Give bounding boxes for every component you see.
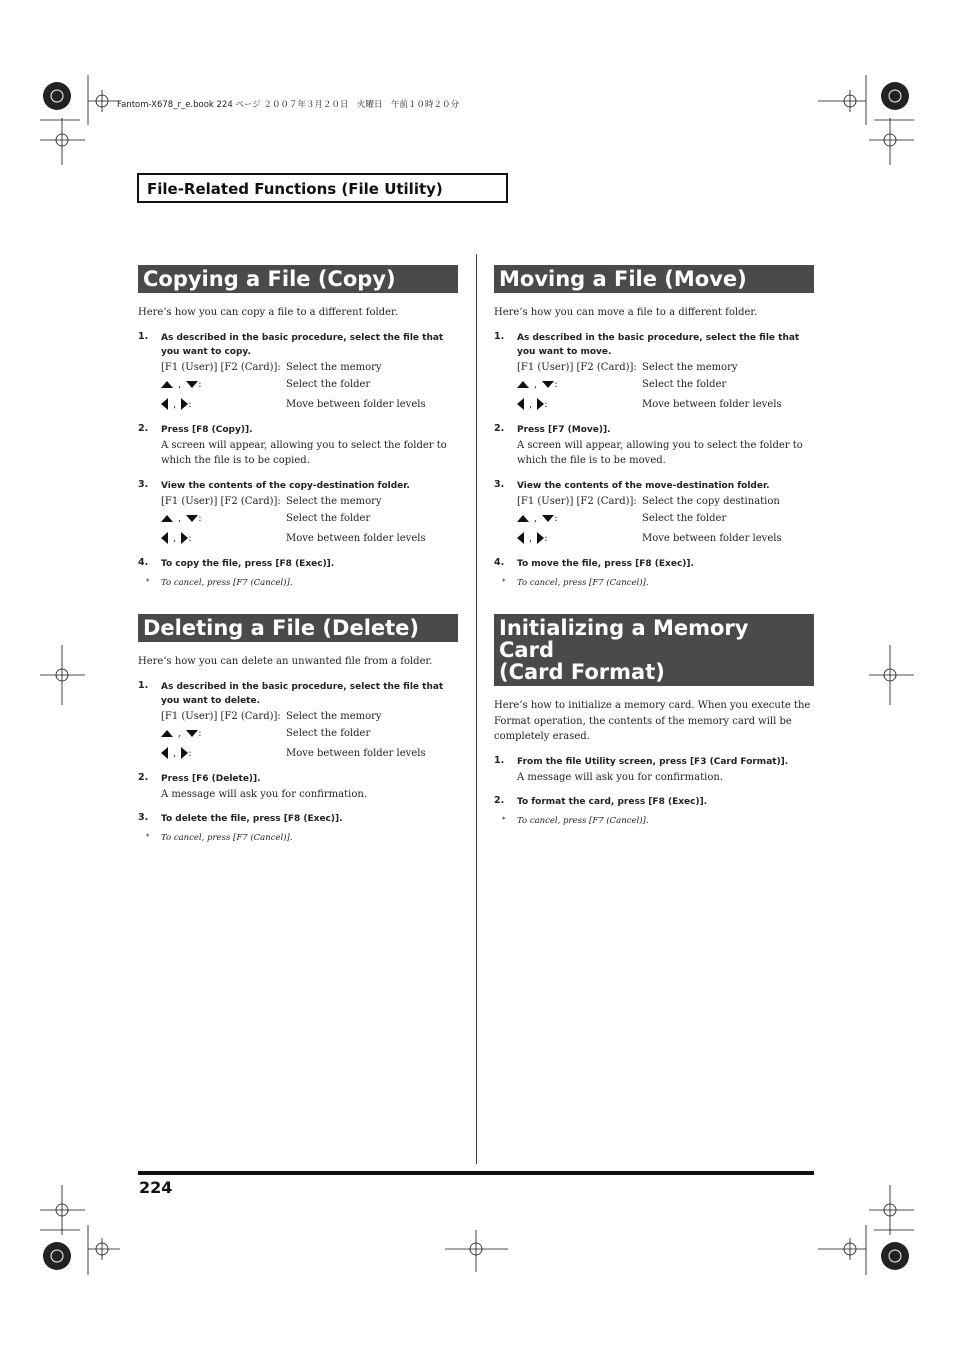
step-heading: As described in the basic procedure, select the file that you want to delete. xyxy=(161,681,444,706)
note-asterisk-icon: * xyxy=(502,577,506,586)
step-heading: Press [F6 (Delete)]. xyxy=(161,773,261,784)
step-body: A message will ask you for confirmation. xyxy=(517,771,723,783)
step-number: 2. xyxy=(138,422,149,434)
key-label: [F1 (User)] [F2 (Card)]: xyxy=(161,361,281,373)
key-value: Move between folder levels xyxy=(286,398,426,410)
up-arrow-icon xyxy=(517,381,529,388)
copy-step-4 xyxy=(138,557,458,590)
key-row: , : Move between folder levels xyxy=(161,396,458,413)
key-value: Move between folder levels xyxy=(642,398,782,410)
copy-section xyxy=(138,265,458,590)
delete-step-2 xyxy=(138,772,458,803)
key-value: Select the folder xyxy=(286,378,371,390)
up-arrow-icon xyxy=(161,730,173,737)
format-title-line-2: (Card Format) xyxy=(499,660,665,684)
key-row: , : Select the folder xyxy=(161,376,458,393)
key-row xyxy=(161,359,458,376)
key-row: , : Select the folder xyxy=(161,725,458,742)
move-step-3 xyxy=(494,479,814,547)
step-number: 3. xyxy=(138,478,149,490)
key-label: : xyxy=(198,512,202,524)
right-arrow-icon xyxy=(181,747,188,759)
key-label: : xyxy=(554,378,558,390)
key-value: Select the memory xyxy=(642,361,738,373)
step-number: 2. xyxy=(494,795,505,806)
step-number: 3. xyxy=(494,478,505,490)
format-title xyxy=(494,614,814,686)
step-number: 1. xyxy=(138,330,149,342)
copy-step-2 xyxy=(138,423,458,469)
copy-title: Copying a File (Copy) xyxy=(138,265,458,293)
up-arrow-icon xyxy=(517,515,529,522)
move-section xyxy=(494,265,814,590)
key-label: : xyxy=(188,532,192,544)
delete-step-1 xyxy=(138,680,458,762)
footer-rule xyxy=(138,1171,814,1175)
key-label: [F1 (User)] [F2 (Card)]: xyxy=(517,361,637,373)
key-value: Move between folder levels xyxy=(642,532,782,544)
section-title-box xyxy=(137,173,508,203)
key-label: : xyxy=(544,398,548,410)
column-divider xyxy=(476,254,477,1164)
step-body: A screen will appear, allowing you to select the folder to which the file is to be moved. xyxy=(517,439,803,466)
up-arrow-icon xyxy=(161,381,173,388)
key-value: Move between folder levels xyxy=(286,747,426,759)
key-value: Select the memory xyxy=(286,361,382,373)
down-arrow-icon xyxy=(186,515,198,522)
down-arrow-icon xyxy=(186,730,198,737)
key-row: , : Move between folder levels xyxy=(517,396,814,413)
key-row: , : Move between folder levels xyxy=(161,745,458,762)
move-intro: Here’s how you can move a file to a different folder. xyxy=(494,307,758,318)
print-header: Fantom-X678_r_e.book 224 ページ ２００７年３月２０日 火曜日 午前１０時２０分 xyxy=(117,100,460,110)
step-number: 1. xyxy=(494,754,505,766)
right-arrow-icon xyxy=(181,532,188,544)
delete-step-3 xyxy=(138,812,458,845)
delete-intro: Here’s how you can delete an unwanted file from a folder. xyxy=(138,656,433,667)
key-row: , : Move between folder levels xyxy=(517,530,814,547)
step-heading: As described in the basic procedure, select the file that you want to move. xyxy=(517,332,800,357)
section-title: File-Related Functions (File Utility) xyxy=(147,180,443,198)
page-number: 224 xyxy=(139,1178,173,1197)
note xyxy=(138,577,458,590)
key-row: , : Select the folder xyxy=(517,510,814,527)
key-label: [F1 (User)] [F2 (Card)]: xyxy=(517,495,637,507)
move-title: Moving a File (Move) xyxy=(494,265,814,293)
key-label: : xyxy=(554,512,558,524)
down-arrow-icon xyxy=(542,381,554,388)
right-arrow-icon xyxy=(181,398,188,410)
format-step-2 xyxy=(494,795,814,828)
key-row xyxy=(161,708,458,725)
note-text: To cancel, press [F7 (Cancel)]. xyxy=(161,833,293,843)
note xyxy=(494,815,814,828)
right-arrow-icon xyxy=(537,532,544,544)
step-heading: To format the card, press [F8 (Exec)]. xyxy=(517,797,708,807)
key-value: Select the folder xyxy=(642,378,727,390)
key-label: [F1 (User)] [F2 (Card)]: xyxy=(161,495,281,507)
up-arrow-icon xyxy=(161,515,173,522)
note xyxy=(494,577,814,590)
step-body: A message will ask you for confirmation. xyxy=(161,788,367,800)
note-text: To cancel, press [F7 (Cancel)]. xyxy=(161,577,293,588)
key-value: Select the memory xyxy=(286,495,382,507)
step-number: 2. xyxy=(494,422,505,434)
left-arrow-icon xyxy=(161,532,168,544)
step-number: 1. xyxy=(494,330,505,342)
step-number: 1. xyxy=(138,679,149,691)
step-heading: As described in the basic procedure, select the file that you want to copy. xyxy=(161,332,444,357)
step-body: A screen will appear, allowing you to select the folder to which the file is to be copied. xyxy=(161,439,447,466)
key-value: Move between folder levels xyxy=(286,532,426,544)
format-intro: Here’s how to initialize a memory card. When you execute the Format operation, the contents of the memory card will be completely erased. xyxy=(494,700,811,742)
step-heading: View the contents of the copy-destination folder. xyxy=(161,480,410,491)
key-label: : xyxy=(544,532,548,544)
step-heading: Press [F7 (Move)]. xyxy=(517,424,611,435)
format-step-1 xyxy=(494,755,814,786)
key-value: Select the folder xyxy=(286,727,371,739)
down-arrow-icon xyxy=(186,381,198,388)
note-asterisk-icon: * xyxy=(146,577,150,586)
key-row xyxy=(517,359,814,376)
note-text: To cancel, press [F7 (Cancel)]. xyxy=(517,577,649,588)
copy-step-1 xyxy=(138,331,458,413)
key-row: , : Move between folder levels xyxy=(161,530,458,547)
key-value: Select the folder xyxy=(286,512,371,524)
left-arrow-icon xyxy=(517,532,524,544)
key-row xyxy=(161,493,458,510)
move-step-2 xyxy=(494,423,814,469)
step-heading: To move the file, press [F8 (Exec)]. xyxy=(517,558,694,569)
step-heading: View the contents of the move-destination folder. xyxy=(517,480,770,491)
key-value: Select the copy destination xyxy=(642,495,780,507)
step-heading: Press [F8 (Copy)]. xyxy=(161,424,253,435)
delete-title: Deleting a File (Delete) xyxy=(138,614,458,642)
key-row xyxy=(517,493,814,510)
delete-section xyxy=(138,614,458,845)
format-title-line-1: Initializing a Memory Card xyxy=(499,616,749,662)
step-number: 4. xyxy=(494,556,505,568)
left-arrow-icon xyxy=(161,398,168,410)
note-asterisk-icon: * xyxy=(146,833,150,841)
key-label: : xyxy=(188,398,192,410)
key-label: : xyxy=(188,747,192,759)
step-number: 4. xyxy=(138,556,149,568)
key-value: Select the memory xyxy=(286,710,382,722)
key-label: : xyxy=(198,727,202,739)
copy-step-3 xyxy=(138,479,458,547)
key-value: Select the folder xyxy=(642,512,727,524)
step-number: 2. xyxy=(138,771,149,783)
key-label: : xyxy=(198,378,202,390)
step-heading: From the file Utility screen, press [F3 (Card Format)]. xyxy=(517,756,789,767)
move-step-1 xyxy=(494,331,814,413)
key-row: , : Select the folder xyxy=(517,376,814,393)
note-text: To cancel, press [F7 (Cancel)]. xyxy=(517,816,649,826)
copy-intro: Here’s how you can copy a file to a different folder. xyxy=(138,307,398,318)
left-arrow-icon xyxy=(517,398,524,410)
left-arrow-icon xyxy=(161,747,168,759)
note-asterisk-icon: * xyxy=(502,816,506,824)
note xyxy=(138,832,458,845)
key-label: [F1 (User)] [F2 (Card)]: xyxy=(161,710,281,722)
down-arrow-icon xyxy=(542,515,554,522)
step-heading: To delete the file, press [F8 (Exec)]. xyxy=(161,814,343,824)
step-heading: To copy the file, press [F8 (Exec)]. xyxy=(161,558,335,569)
key-row: , : Select the folder xyxy=(161,510,458,527)
move-step-4 xyxy=(494,557,814,590)
format-section xyxy=(494,614,814,828)
right-arrow-icon xyxy=(537,398,544,410)
step-number: 3. xyxy=(138,812,149,823)
